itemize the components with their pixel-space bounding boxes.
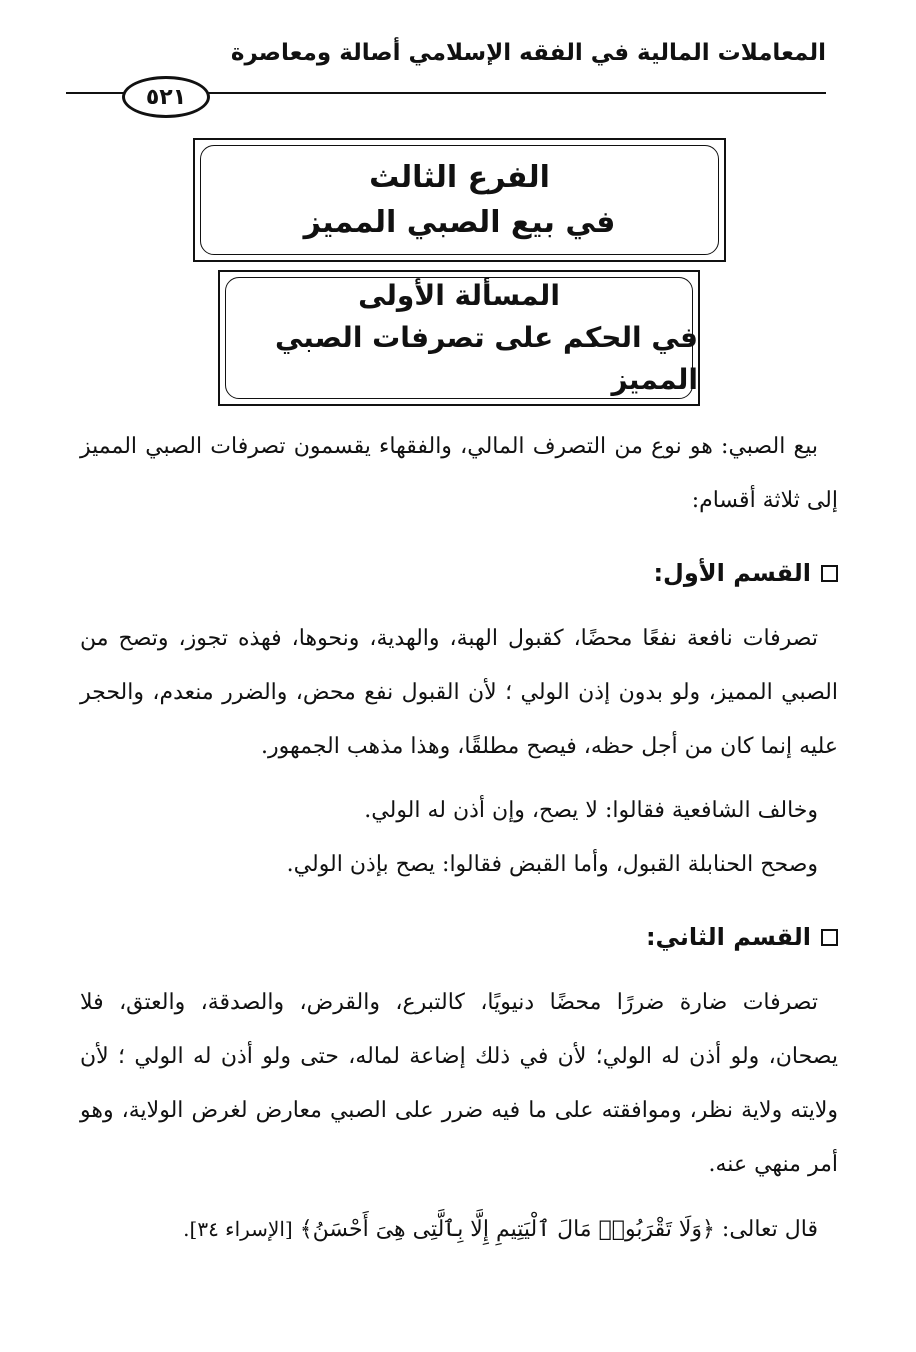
section-heading	[80, 546, 838, 600]
paragraph: وخالف الشافعية فقالوا: لا يصح، وإن أذن له الولي.	[364, 798, 818, 823]
issue-title-box	[218, 270, 700, 406]
section1-heading-label: القسم الأول:	[653, 559, 811, 587]
quran-verse: ﴿وَلَا تَقْرَبُوا۟ مَالَ ٱلْيَتِيمِ إِلَّا بِٱلَّتِى هِىَ أَحْسَنُ﴾	[299, 1217, 715, 1242]
section-heading	[80, 910, 838, 964]
branch-subtitle: في بيع الصبي المميز	[303, 205, 616, 240]
checkbox-bullet-icon	[821, 929, 838, 946]
issue-title: المسألة الأولى	[358, 279, 560, 312]
page-number: ٥٢١	[122, 76, 210, 118]
intro-paragraph: بيع الصبي: هو نوع من التصرف المالي، والفقهاء يقسمون تصرفات الصبي المميز إلى ثلاثة أقسام:	[80, 434, 838, 513]
verse-reference: [الإسراء ٣٤].	[183, 1217, 293, 1241]
running-header-title: المعاملات المالية في الفقه الإسلامي أصالة ومعاصرة	[230, 40, 826, 66]
quran-quote-line	[80, 1202, 838, 1257]
branch-title: الفرع الثالث	[369, 160, 550, 195]
issue-subtitle: في الحكم على تصرفات الصبي المميز	[274, 321, 698, 396]
paragraph: وصحح الحنابلة القبول، وأما القبض فقالوا: يصح بإذن الولي.	[286, 852, 818, 877]
paragraph: تصرفات نافعة نفعًا محضًا، كقبول الهبة، والهدية، ونحوها، فهذه تجوز، وتصح من الصبي المميز، ولو بدون إذن الولي ؛ لأن القبول نفع محض، والضرر منعدم، والحجر عليه إنما كان من أجل حظه، فيصح مطلقًا، وهذا مذهب الجمهور.	[80, 626, 838, 759]
quote-intro: قال تعالى:	[721, 1217, 818, 1242]
body-text	[80, 420, 838, 1257]
branch-title-box	[193, 138, 726, 262]
section2-heading-label: القسم الثاني:	[645, 923, 811, 951]
checkbox-bullet-icon	[821, 565, 838, 582]
paragraph: تصرفات ضارة ضررًا محضًا دنيويًا، كالتبرع، والقرض، والصدقة، والعتق، فلا يصحان، ولو أذن له الولي؛ لأن في ذلك إضاعة لماله، حتى ولو أذن له الولي ؛ لأن ولايته ولاية نظر، وموافقته على ما فيه ضرر على الصبي معارض لغرض الولاية، وهو أمر منهي عنه.	[80, 990, 838, 1177]
